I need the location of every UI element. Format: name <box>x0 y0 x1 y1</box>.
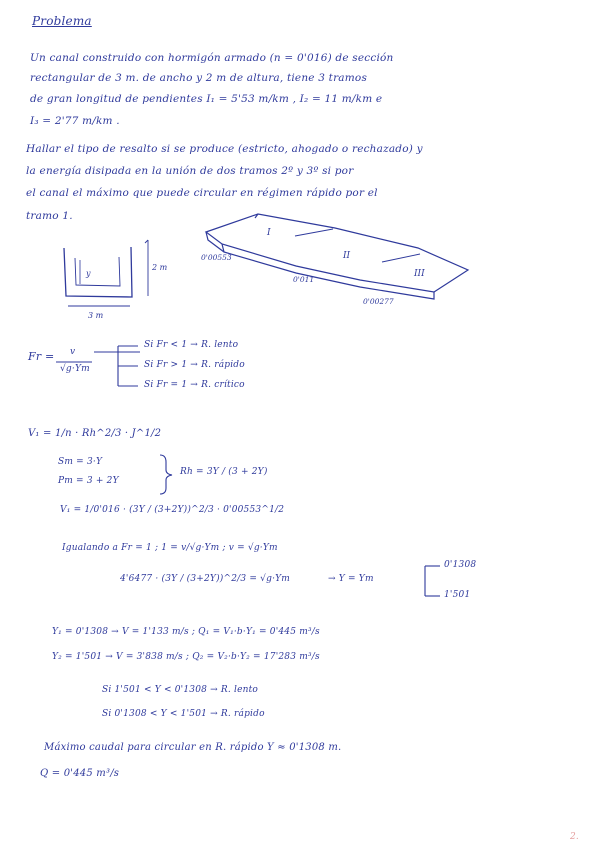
statement-line-8: tramo 1. <box>26 210 73 222</box>
root-2: 1'501 <box>444 590 471 600</box>
page-mark: 2. <box>570 832 579 842</box>
conclusion-line-1: Máximo caudal para circular en R. rápido Y ≈ 0'1308 m. <box>44 742 342 753</box>
conclusion-line-2: Q = 0'445 m³/s <box>40 768 120 779</box>
statement-line-3: de gran longitud de pendientes I₁ = 5'53 m/km , I₂ = 11 m/km e <box>30 93 383 105</box>
reach-label-3: III <box>414 269 425 279</box>
result-arrow: → Y = Ym <box>328 574 374 584</box>
solve-line: 4'6477 · (3Y / (3+2Y))^2/3 = √g·Ym <box>120 574 291 584</box>
froude-denominator: √g·Ym <box>60 364 90 374</box>
slope-label-3: 0'00277 <box>363 297 394 306</box>
reach-label-1: I <box>267 228 271 238</box>
page-title: Problema <box>32 14 92 28</box>
condition-line-1: Si 1'501 < Y < 0'1308 → R. lento <box>102 685 259 695</box>
result-line-1: Y₁ = 0'1308 → V = 1'133 m/s ; Q₁ = V₁·b·Y₁ = 0'445 m³/s <box>52 627 320 637</box>
section-depth-label: y <box>86 269 91 278</box>
condition-line-2: Si 0'1308 < Y < 1'501 → R. rápido <box>102 709 265 719</box>
statement-line-7: el canal el máximo que puede circular en régimen rápido por el <box>26 187 378 199</box>
froude-case-2: Si Fr > 1 → R. rápido <box>144 360 245 370</box>
reach-label-2: II <box>343 251 351 261</box>
statement-line-2: rectangular de 3 m. de ancho y 2 m de altura, tiene 3 tramos <box>30 72 368 84</box>
froude-numerator: v <box>70 347 76 357</box>
result-line-2: Y₂ = 1'501 → V = 3'838 m/s ; Q₂ = V₂·b·Y₂ = 17'283 m³/s <box>52 652 320 662</box>
manning-v1-substituted: V₁ = 1/0'016 · (3Y / (3+2Y))^2/3 · 0'00553^1/2 <box>60 505 285 515</box>
froude-lhs: Fr = <box>28 350 55 363</box>
roots-bracket <box>425 566 440 596</box>
root-1: 0'1308 <box>444 560 477 570</box>
rh-brace <box>160 455 172 494</box>
froude-case-1: Si Fr < 1 → R. lento <box>144 340 239 350</box>
froude-case-3: Si Fr = 1 → R. crítico <box>144 380 245 390</box>
channel-sketch <box>206 214 468 299</box>
section-width-label: 3 m <box>88 311 104 320</box>
statement-line-1: Un canal construido con hormigón armado (n = 0'016) de sección <box>30 52 394 64</box>
manning-sm: Sm = 3·Y <box>58 457 103 467</box>
slope-label-2: 0'011 <box>293 275 315 284</box>
statement-line-6: la energía disipada en la unión de dos tramos 2º y 3º si por <box>26 165 354 177</box>
manning-rh: Rh = 3Y / (3 + 2Y) <box>180 467 268 477</box>
slope-label-1: 0'00553 <box>201 253 232 262</box>
section-sketch <box>64 240 148 306</box>
statement-line-4: I₃ = 2'77 m/km . <box>30 115 120 127</box>
statement-line-5: Hallar el tipo de resalto si se produce (estricto, ahogado o rechazado) y <box>26 143 423 155</box>
manning-pm: Pm = 3 + 2Y <box>58 476 119 486</box>
equating-line: Igualando a Fr = 1 ; 1 = v/√g·Ym ; v = √g·Ym <box>62 543 278 553</box>
manning-v1: V₁ = 1/n · Rh^2/3 · J^1/2 <box>28 428 162 439</box>
section-height-label: 2 m <box>152 263 168 272</box>
